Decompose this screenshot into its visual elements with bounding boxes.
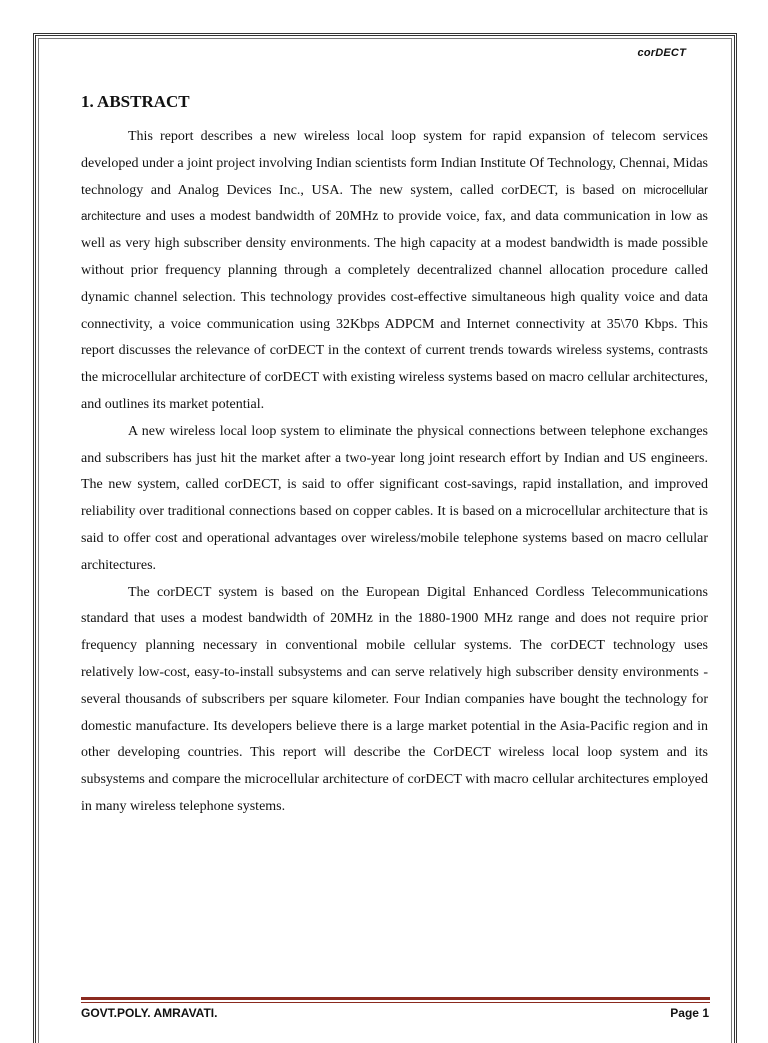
body-text — [81, 124, 708, 821]
footer-rule — [81, 997, 710, 1000]
paragraph-2: A new wireless local loop system to eliminate the physical connections between telephone exchanges and subscribers has just hit the market after a two-year long joint research effort by Indian and US engineers. The new system, called corDECT, is said to offer significant cost-savings, rapid installation, and improved reliability over traditional connections based on copper cables. It is based on a microcellular architecture that is said to offer cost and operational advantages over wireless/mobile telephone systems based on macro cellular architectures. — [81, 423, 708, 573]
footer-institution: GOVT.POLY. AMRAVATI. — [81, 1006, 218, 1020]
section-title: 1. ABSTRACT — [81, 92, 190, 111]
footer-page-number: Page 1 — [670, 1006, 709, 1020]
paragraph-3: The corDECT system is based on the European Digital Enhanced Cordless Telecommunications standard that uses a modest bandwidth of 20MHz in the 1880-1900 MHz range and does not require prior frequency planning necessary in conventional mobile cellular systems. The corDECT technology uses relatively low-cost, easy-to-install subsystems and can serve relatively high subscriber density environments -several thousands of subscribers per square kilometer. Four Indian companies have bought the technology for domestic manufacture. Its developers believe there is a large market potential in the Asia-Pacific region and in other developing countries. This report will describe the CorDECT wireless local loop system and its subsystems and compare the microcellular architecture of corDECT with macro cellular architectures employed in many wireless telephone systems. — [81, 584, 708, 814]
running-header: corDECT — [637, 47, 686, 59]
paragraph-1-inline-term: microcellular architecture — [81, 184, 708, 224]
paragraph-1-part-2: and uses a modest bandwidth of 20MHz to provide voice, fax, and data communication in low as well as very high subscriber density environments. The high capacity at a modest bandwidth is made possible without prior frequency planning through a completely decentralized channel allocation procedure called dynamic channel selection. This technology provides cost-effective simultaneous high quality voice and data connectivity, a voice communication using 32Kbps ADPCM and Internet connectivity at 35\70 Kbps. This report discusses the relevance of corDECT in the context of current trends towards wireless systems, contrasts the microcellular architecture of corDECT with existing wireless systems based on macro cellular architectures, and outlines its market potential. — [81, 209, 708, 412]
paragraph-1 — [81, 124, 708, 419]
paragraph-1-part-1: This report describes a new wireless local loop system for rapid expansion of telecom services developed under a joint project involving Indian scientists form Indian Institute Of Technology, Chennai, Midas technology and Analog Devices Inc., USA. The new system, called corDECT, is based on — [81, 129, 708, 198]
footer-rule-thin — [81, 1002, 710, 1003]
